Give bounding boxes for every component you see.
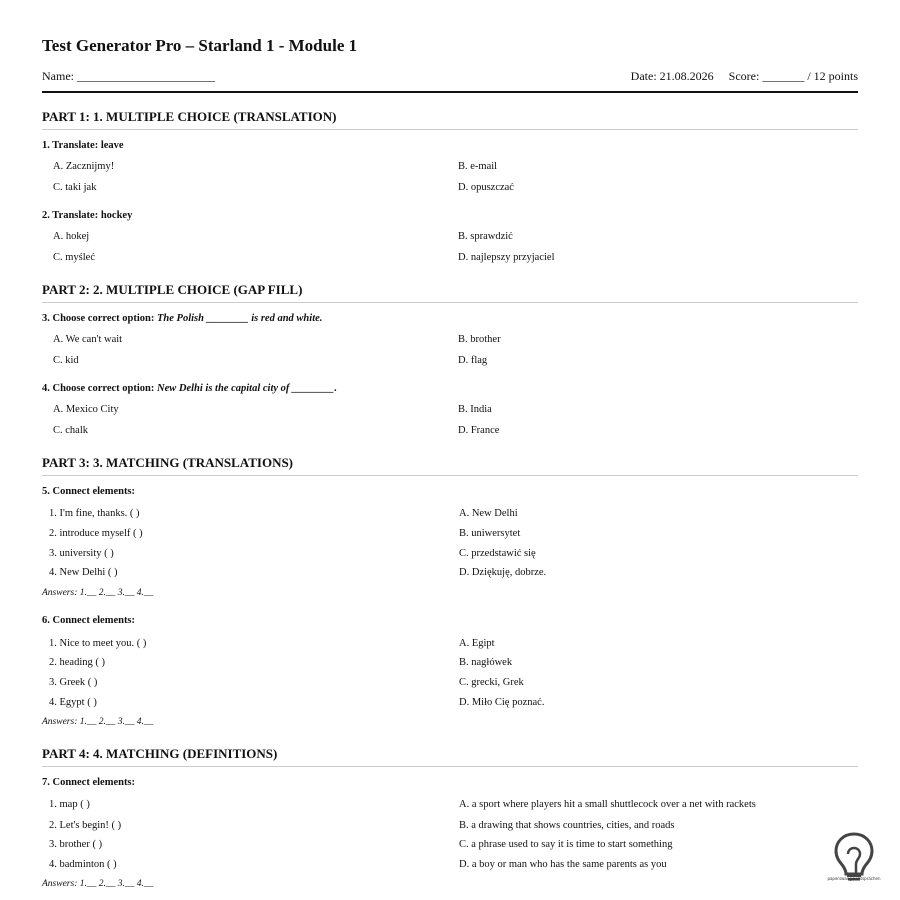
question-5-left-item: 3. university ( )	[49, 548, 114, 559]
question-5-right-item: A. New Delhi	[459, 508, 518, 519]
question-4-option-c: C. chalk	[53, 425, 88, 436]
question-6-left-item: 3. Greek ( )	[49, 677, 98, 688]
question-5-answers: Answers: 1.__ 2.__ 3.__ 4.__	[42, 588, 154, 598]
question-1-option-b: B. e-mail	[458, 161, 498, 172]
question-2-stem: 2. Translate: hockey	[42, 210, 133, 221]
question-4-sentence: New Delhi is the capital city of ________	[157, 383, 335, 394]
header-divider	[42, 91, 858, 93]
question-7-right-item: D. a boy or man who has the same parents as you	[459, 859, 667, 870]
question-2-option-a: A. hokej	[53, 231, 90, 242]
question-7-answers: Answers: 1.__ 2.__ 3.__ 4.__	[42, 879, 154, 889]
question-1-option-d: D. opuszczać	[458, 182, 514, 193]
question-6-right-item: D. Miło Cię poznać.	[459, 697, 545, 708]
question-7-left-item: 1. map ( )	[49, 799, 90, 810]
question-6-left-item: 4. Egypt ( )	[49, 697, 97, 708]
part-4-title: PART 4: 4. MATCHING (DEFINITIONS)	[42, 746, 278, 761]
question-7-right-item: C. a phrase used to say it is time to start something	[459, 839, 673, 850]
question-2-option-d: D. najlepszy przyjaciel	[458, 252, 555, 263]
score-label: Score: _______ / 12 points	[728, 69, 858, 83]
logo-caption: paperswangelehtsprachen	[827, 876, 881, 881]
question-4-option-b: B. India	[458, 404, 492, 415]
part-1-title: PART 1: 1. MULTIPLE CHOICE (TRANSLATION)	[42, 109, 337, 124]
part-4-divider	[42, 766, 858, 767]
question-4-option-d: D. France	[458, 425, 500, 436]
question-6-left-item: 1. Nice to meet you. ( )	[49, 638, 147, 649]
question-6-left-item: 2. heading ( )	[49, 657, 105, 668]
date-score-line	[631, 69, 858, 84]
question-1-stem: 1. Translate: leave	[42, 140, 124, 151]
question-5-left-item: 4. New Delhi ( )	[49, 567, 118, 578]
question-3-option-d: D. flag	[458, 355, 488, 366]
question-3-option-c: C. kid	[53, 355, 79, 366]
question-1-option-a: A. Zacznijmy!	[53, 161, 115, 172]
page-title: Test Generator Pro – Starland 1 - Module 1	[42, 36, 358, 55]
question-6-stem: 6. Connect elements:	[42, 615, 136, 626]
question-5-left-item: 2. introduce myself ( )	[49, 528, 143, 539]
question-6-answers: Answers: 1.__ 2.__ 3.__ 4.__	[42, 717, 154, 727]
question-5-right-item: D. Dziękuję, dobrze.	[459, 567, 547, 578]
question-4-prompt: 4. Choose correct option:	[42, 383, 157, 394]
question-3-option-b: B. brother	[458, 334, 501, 345]
question-7-left-item: 3. brother ( )	[49, 839, 103, 850]
question-6-right-item: B. nagłówek	[459, 657, 513, 668]
part-3-title: PART 3: 3. MATCHING (TRANSLATIONS)	[42, 455, 294, 470]
question-7-left-item: 4. badminton ( )	[49, 859, 117, 870]
part-3-divider	[42, 475, 858, 476]
part-1-divider	[42, 129, 858, 130]
question-4-stem	[42, 383, 337, 394]
question-2-option-c: C. myśleć	[53, 252, 95, 263]
question-7-right-item: A. a sport where players hit a small shuttlecock over a net with rackets	[459, 799, 756, 810]
part-2-divider	[42, 302, 858, 303]
question-5-right-item: B. uniwersytet	[459, 528, 521, 539]
question-5-left-item: 1. I'm fine, thanks. ( )	[49, 508, 140, 519]
name-field-line: Name: _______________________	[42, 69, 215, 83]
question-3-prompt: 3. Choose correct option:	[42, 313, 157, 324]
question-6-right-item: C. grecki, Grek	[459, 677, 524, 688]
question-7-left-item: 2. Let's begin! ( )	[49, 820, 122, 831]
date-label: Date: 21.08.2026	[630, 69, 714, 83]
question-3-option-a: A. We can't wait	[53, 334, 123, 345]
question-3-sentence: The Polish ________ is red and white.	[157, 313, 323, 324]
question-3-stem	[42, 313, 322, 324]
question-5-stem: 5. Connect elements:	[42, 486, 136, 497]
question-4-end: .	[334, 383, 337, 394]
question-4-option-a: A. Mexico City	[53, 404, 119, 415]
question-7-right-item: B. a drawing that shows countries, cities, and roads	[459, 820, 675, 831]
question-6-right-item: A. Egipt	[459, 638, 495, 649]
question-1-option-c: C. taki jak	[53, 182, 97, 193]
question-2-option-b: B. sprawdzić	[458, 231, 513, 242]
question-7-stem: 7. Connect elements:	[42, 777, 136, 788]
part-2-title: PART 2: 2. MULTIPLE CHOICE (GAP FILL)	[42, 282, 303, 297]
question-5-right-item: C. przedstawić się	[459, 548, 536, 559]
